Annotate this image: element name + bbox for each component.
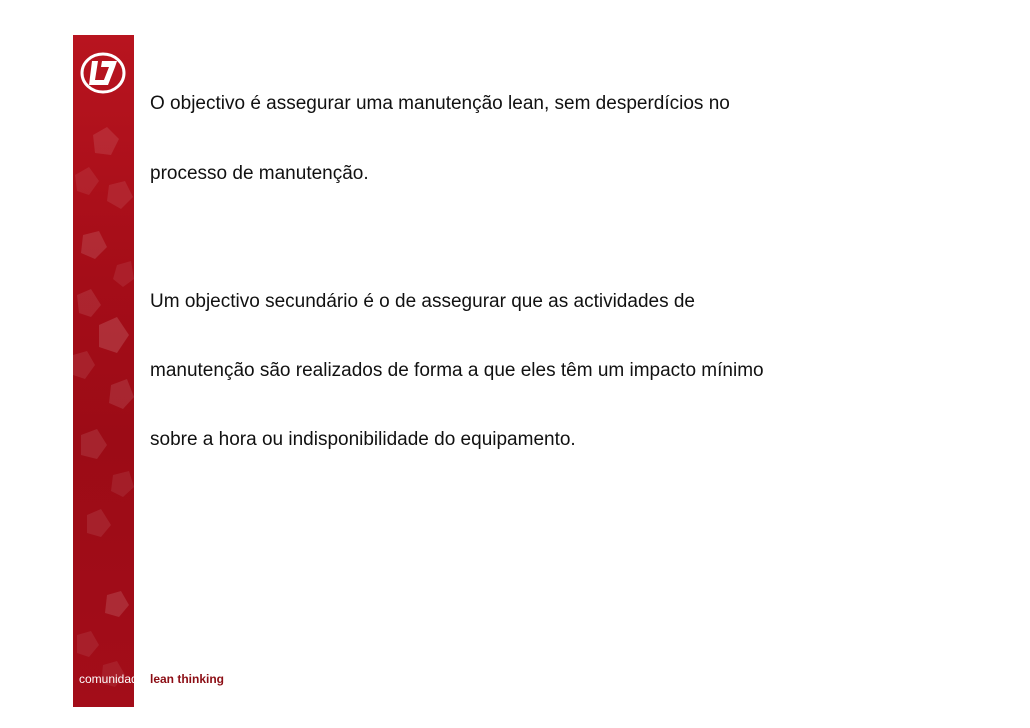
paragraph2-line2: manutenção são realizados de forma a que eles têm um impacto mínimo [150,360,764,381]
lean-logo-icon [80,52,126,94]
side-band [73,35,145,707]
footer-brand-text: comunidade [79,672,145,686]
paragraph1-line2: processo de manutenção. [150,163,369,184]
band-texture [73,35,145,707]
paragraph2-line1: Um objectivo secundário é o de assegurar que as actividades de [150,291,695,312]
footer-tagline: lean thinking [150,672,225,686]
paragraph1-line1: O objectivo é assegurar uma manutenção lean, sem desperdícios no [150,93,730,114]
paragraph2-line3: sobre a hora ou indisponibilidade do equipamento. [150,429,576,450]
